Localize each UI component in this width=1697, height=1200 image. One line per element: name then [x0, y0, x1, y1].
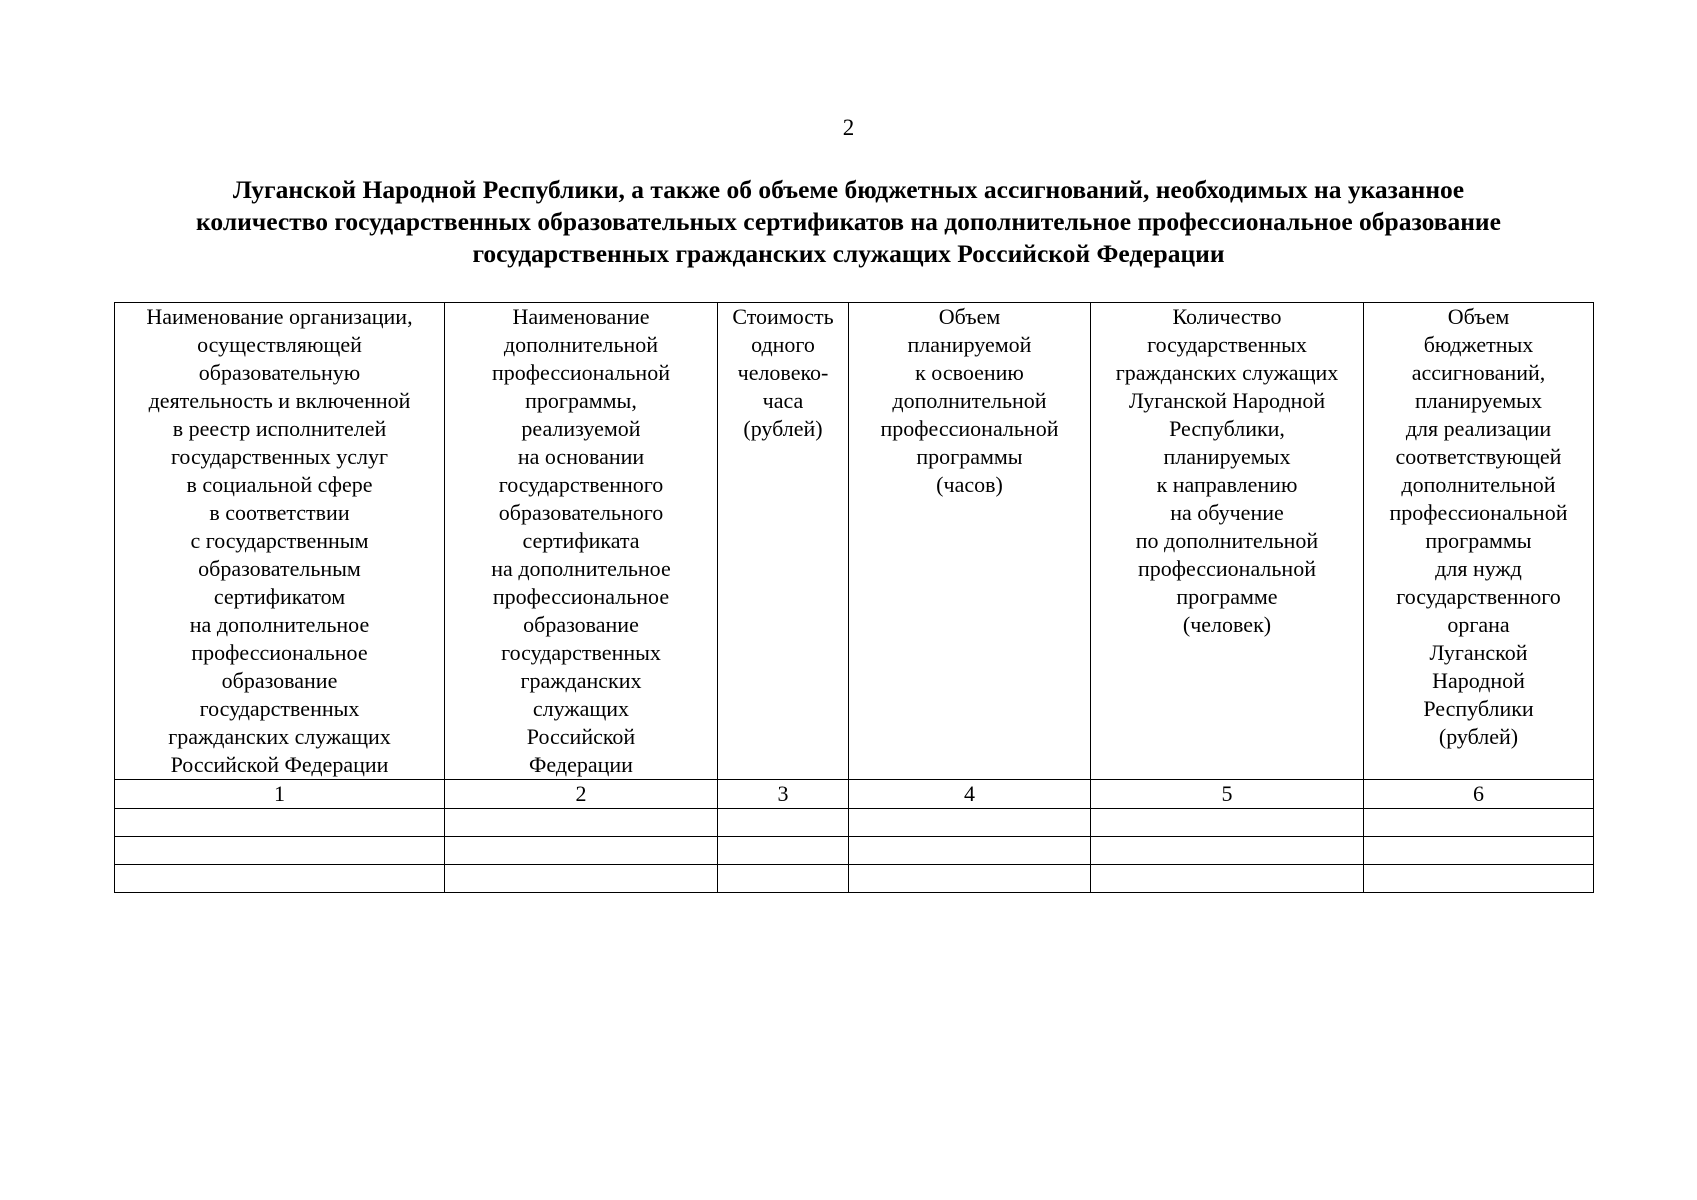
title-line: государственных гражданских служащих Российской Федерации: [472, 239, 1225, 268]
header-employee-count: [1091, 303, 1364, 780]
column-number-row: [115, 780, 1594, 809]
column-number: 5: [1091, 780, 1364, 809]
table-cell: [718, 865, 849, 893]
certificates-table: [114, 302, 1594, 893]
column-number: 2: [445, 780, 718, 809]
title-line: количество государственных образовательных сертификатов на дополнительное профессиональное образование: [196, 207, 1501, 236]
column-number: 3: [718, 780, 849, 809]
table-cell: [115, 809, 445, 837]
table-header-row: [115, 303, 1594, 780]
column-number: 6: [1364, 780, 1594, 809]
table-cell: [445, 809, 718, 837]
header-budget-volume: [1364, 303, 1594, 780]
table-cell: [115, 865, 445, 893]
header-program-hours: [849, 303, 1091, 780]
table-cell: [1364, 809, 1594, 837]
table-cell: [1364, 865, 1594, 893]
header-text: Наименование дополнительной профессиональной программы, реализуемой на основании государственного образовательного сертификата на дополнительное профессиональное образование государственных гражданских служащих Российской Федерации: [491, 304, 671, 777]
header-organization-name: [115, 303, 445, 780]
table-cell: [1364, 837, 1594, 865]
table-cell: [849, 865, 1091, 893]
table-cell: [849, 809, 1091, 837]
column-number: 4: [849, 780, 1091, 809]
document-title: [0, 174, 1697, 270]
table-row: [115, 809, 1594, 837]
header-program-name: [445, 303, 718, 780]
table-cell: [115, 837, 445, 865]
table-cell: [445, 865, 718, 893]
header-text: Стоимость одного человеко- часа (рублей): [732, 304, 834, 441]
table-cell: [1091, 837, 1364, 865]
header-text: Объем планируемой к освоению дополнительной профессиональной программы (часов): [880, 304, 1059, 497]
table-cell: [1091, 809, 1364, 837]
header-hour-cost: [718, 303, 849, 780]
header-text: Количество государственных гражданских служащих Луганской Народной Республики, планируемых к направлению на обучение по дополнительной профессиональной программе (человек): [1115, 304, 1339, 637]
table-cell: [445, 837, 718, 865]
table-cell: [849, 837, 1091, 865]
table-row: [115, 865, 1594, 893]
header-text: Объем бюджетных ассигнований, планируемых для реализации соответствующей дополнительной профессиональной программы для нужд государственного органа Луганской Народной Республики (рублей): [1389, 304, 1568, 749]
table-cell: [718, 837, 849, 865]
title-line: Луганской Народной Республики, а также об объеме бюджетных ассигнований, необходимых на указанное: [232, 175, 1465, 204]
table-cell: [718, 809, 849, 837]
column-number: 1: [115, 780, 445, 809]
table-row: [115, 837, 1594, 865]
table-cell: [1091, 865, 1364, 893]
header-text: Наименование организации, осуществляющей образовательную деятельность и включенной в реестр исполнителей государственных услуг в социальной сфере в соответствии с государственным образовательным сертификатом на дополнительное профессиональное образование государственных гражданских служащих Российской Федерации: [146, 304, 413, 777]
page-number: 2: [842, 115, 855, 140]
